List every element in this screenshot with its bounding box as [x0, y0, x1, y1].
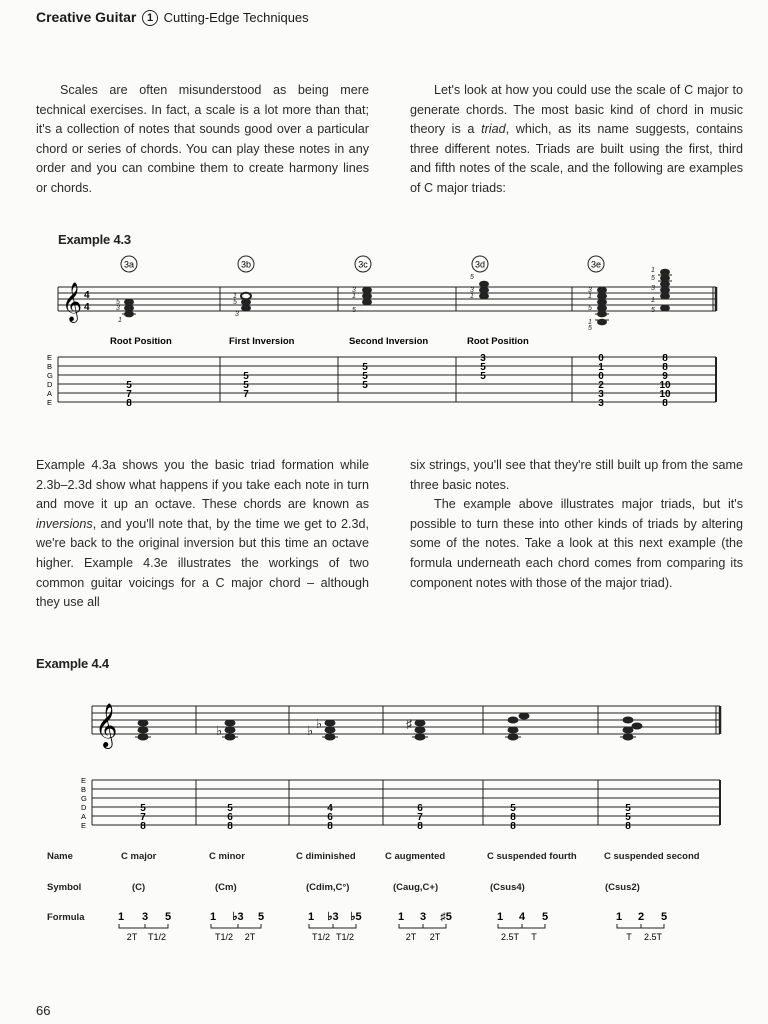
svg-text:2T: 2T [429, 932, 441, 942]
chord-symbol: (Cm) [215, 882, 237, 893]
svg-text:2T: 2T [405, 932, 417, 942]
chord-c-minor [216, 720, 238, 741]
svg-text:1: 1 [352, 293, 356, 300]
svg-text:5: 5 [588, 305, 592, 312]
svg-text:10: 10 [659, 389, 671, 400]
svg-text:5: 5 [625, 812, 631, 823]
tab-staff [58, 357, 716, 402]
example-4-4-label: Example 4.4 [36, 656, 109, 671]
column-right-mid [410, 456, 743, 593]
svg-text:1: 1 [397, 911, 405, 923]
svg-text:8: 8 [327, 821, 333, 832]
svg-text:♭3: ♭3 [232, 911, 244, 923]
row-label-symbol: Symbol [47, 882, 82, 893]
paragraph: six strings, you'll see that they're still built up from the same three basic notes. [410, 458, 743, 492]
svg-text:B: B [81, 785, 87, 794]
chord-3e-2 [651, 267, 672, 314]
position-label: Root Position [110, 336, 172, 347]
svg-text:T1/2: T1/2 [214, 932, 234, 942]
paragraph: Example 4.3a shows you the basic triad formation while 2.3b–2.3d show what happens if you take each note in turn and move it up an octave. These chords are known as inversions, and you'll note that, by the time we get to 2.3d, we're back to the original inversion but this time an octave higher. Example 4.3e illustrates the workings of two common guitar voicings for a C major chord – although they use all [36, 458, 369, 610]
svg-text:1: 1 [588, 293, 592, 300]
svg-text:1: 1 [651, 267, 655, 274]
svg-text:8: 8 [510, 812, 516, 823]
svg-text:5: 5 [362, 371, 368, 382]
svg-text:5: 5 [480, 362, 486, 373]
svg-text:6: 6 [327, 812, 333, 823]
svg-text:2: 2 [598, 380, 604, 391]
marker-3d [472, 256, 488, 272]
chord-c-major [135, 720, 151, 741]
svg-text:5: 5 [470, 274, 474, 281]
marker-3c [355, 256, 371, 272]
svg-text:6: 6 [227, 812, 233, 823]
svg-text:8: 8 [662, 398, 668, 409]
svg-text:7: 7 [243, 389, 249, 400]
svg-text:5: 5 [510, 803, 516, 814]
svg-text:5: 5 [651, 275, 655, 282]
example-4-3-label: Example 4.3 [58, 232, 131, 247]
treble-clef-icon: 𝄞 [62, 283, 83, 321]
chord-name: C major [121, 851, 157, 862]
chord-name: C suspended second [604, 851, 700, 862]
row-label-formula: Formula [47, 912, 85, 923]
svg-text:E: E [81, 821, 87, 830]
svg-text:1: 1 [118, 317, 122, 324]
svg-text:2T: 2T [126, 932, 138, 942]
svg-text:E: E [47, 398, 53, 407]
svg-text:D: D [81, 803, 87, 812]
paragraph: The example above illustrates major triads, but it's possible to turn these into other kinds of triads by altering some of the notes. Take a look at this next example (the formula underneath each chord comes from comparing its component notes with those of the major triad). [410, 497, 743, 590]
marker-3b [238, 256, 254, 272]
page-number: 66 [36, 1003, 51, 1018]
volume-badge: 1 [142, 10, 158, 26]
chord-name: C diminished [296, 851, 356, 862]
svg-text:4: 4 [84, 302, 90, 313]
svg-text:3: 3 [352, 287, 356, 294]
svg-text:1: 1 [496, 911, 504, 923]
svg-text:E: E [81, 776, 87, 785]
svg-text:9: 9 [662, 371, 668, 382]
svg-text:5: 5 [588, 325, 592, 332]
svg-text:8: 8 [227, 821, 233, 832]
svg-text:5: 5 [233, 299, 237, 306]
svg-text:5: 5 [243, 371, 249, 382]
tab-string-names [81, 776, 87, 830]
svg-text:3: 3 [651, 285, 655, 292]
tab-string-names [47, 353, 53, 407]
svg-text:3e: 3e [590, 259, 602, 270]
position-label: First Inversion [229, 336, 295, 347]
svg-text:5: 5 [651, 307, 655, 314]
treble-clef-icon: 𝄞 [95, 705, 118, 747]
chord-symbol: (Cdim,C°) [306, 882, 350, 893]
chord-symbol: (C) [132, 882, 146, 893]
chord-name: C augmented [385, 851, 446, 862]
svg-text:2.5T: 2.5T [643, 932, 663, 942]
formula-row [0, 906, 768, 956]
chord-name: C minor [209, 851, 245, 862]
svg-text:7: 7 [126, 389, 132, 400]
svg-text:0: 0 [598, 353, 604, 364]
chord-symbol: (Csus4) [490, 882, 525, 893]
svg-text:3: 3 [141, 911, 149, 923]
flat-icon: ♭ [316, 716, 323, 731]
column-left-top [36, 81, 369, 199]
svg-text:T: T [626, 932, 632, 942]
svg-text:3b: 3b [240, 259, 252, 270]
chord-markers [121, 256, 604, 272]
svg-text:4: 4 [327, 803, 333, 814]
svg-text:1: 1 [470, 293, 474, 300]
svg-text:♯5: ♯5 [440, 911, 452, 923]
svg-text:5: 5 [140, 803, 146, 814]
svg-text:7: 7 [417, 812, 423, 823]
svg-text:7: 7 [140, 812, 146, 823]
svg-text:1: 1 [307, 911, 315, 923]
svg-text:5: 5 [625, 803, 631, 814]
svg-text:2.5T: 2.5T [500, 932, 520, 942]
column-left-mid [36, 456, 369, 613]
svg-text:5: 5 [116, 299, 120, 306]
sharp-icon: ♯ [406, 717, 412, 731]
marker-3a [121, 256, 137, 272]
svg-text:0: 0 [598, 371, 604, 382]
example-4-3-notation [0, 250, 768, 420]
interval-brackets [119, 924, 664, 928]
svg-text:1: 1 [615, 911, 623, 923]
chord-name: C suspended fourth [487, 851, 577, 862]
svg-text:2T: 2T [244, 932, 256, 942]
svg-text:5: 5 [352, 307, 356, 314]
svg-text:1: 1 [233, 293, 237, 300]
svg-text:1: 1 [117, 911, 125, 923]
formula-intervals [127, 932, 663, 942]
book-title: Creative Guitar [36, 9, 137, 25]
svg-text:A: A [81, 812, 87, 821]
svg-text:3: 3 [598, 398, 604, 409]
svg-text:2: 2 [637, 911, 645, 923]
svg-text:10: 10 [659, 380, 671, 391]
svg-text:4: 4 [518, 911, 526, 923]
time-signature: 4 [84, 290, 90, 301]
svg-text:8: 8 [662, 353, 668, 364]
tab-numbers [126, 353, 671, 409]
svg-text:1: 1 [209, 911, 217, 923]
svg-text:E: E [47, 353, 53, 362]
svg-text:1: 1 [598, 362, 604, 373]
svg-text:T1/2: T1/2 [311, 932, 331, 942]
svg-text:6: 6 [417, 803, 423, 814]
svg-text:1: 1 [588, 319, 592, 326]
svg-text:5: 5 [362, 380, 368, 391]
svg-text:3: 3 [470, 287, 474, 294]
chord-c-augmented [406, 717, 428, 741]
svg-text:D: D [47, 380, 53, 389]
example-4-4-notation [0, 690, 768, 840]
svg-text:5: 5 [126, 380, 132, 391]
svg-text:3d: 3d [474, 259, 486, 270]
position-label: Root Position [467, 336, 529, 347]
svg-text:♭5: ♭5 [350, 911, 362, 923]
svg-text:8: 8 [510, 821, 516, 832]
paragraph: Let's look at how you could use the scale of C major to generate chords. The most basic kind of chord in music theory is a triad, which, as its name suggests, contains three different notes. Triads are built using the first, third and fifth notes of the scale, and the following are examples of C major triads: [410, 83, 743, 195]
flat-icon: ♭ [307, 723, 314, 738]
svg-text:3: 3 [235, 311, 239, 318]
svg-text:B: B [47, 362, 53, 371]
svg-text:5: 5 [480, 371, 486, 382]
formula-notes [118, 911, 667, 923]
svg-text:1: 1 [651, 297, 655, 304]
column-right-top [410, 81, 743, 199]
svg-text:5: 5 [541, 911, 549, 923]
svg-text:A: A [47, 389, 53, 398]
marker-3e [588, 256, 604, 272]
chord-symbol: (Caug,C+) [393, 882, 439, 893]
position-label: Second Inversion [349, 336, 429, 347]
svg-text:3: 3 [588, 287, 592, 294]
chord-symbol: (Csus2) [605, 882, 640, 893]
row-label-name: Name [47, 851, 73, 862]
svg-text:♭3: ♭3 [327, 911, 339, 923]
running-header [36, 9, 309, 26]
svg-text:8: 8 [625, 821, 631, 832]
svg-text:5: 5 [362, 362, 368, 373]
svg-text:T: T [531, 932, 537, 942]
svg-text:T1/2: T1/2 [335, 932, 355, 942]
svg-text:5: 5 [227, 803, 233, 814]
svg-text:3: 3 [598, 389, 604, 400]
svg-text:3: 3 [419, 911, 427, 923]
svg-text:8: 8 [417, 821, 423, 832]
book-subtitle: Cutting-Edge Techniques [163, 10, 309, 25]
music-staff [58, 287, 716, 311]
svg-text:3c: 3c [358, 259, 368, 270]
svg-text:3: 3 [480, 353, 486, 364]
svg-text:G: G [47, 371, 53, 380]
svg-text:3: 3 [116, 305, 120, 312]
svg-text:5: 5 [257, 911, 265, 923]
svg-text:5: 5 [243, 380, 249, 391]
svg-text:5: 5 [164, 911, 172, 923]
paragraph: Scales are often misunderstood as being mere technical exercises. In fact, a scale is a lot more than that; it's a collection of notes that sounds good over a particular chord or series of chords. You can play these notes in any order and you can combine them to create harmony lines or chords. [36, 83, 369, 195]
svg-text:T1/2: T1/2 [147, 932, 167, 942]
chord-3c [352, 287, 372, 314]
svg-text:8: 8 [140, 821, 146, 832]
svg-text:3a: 3a [123, 259, 135, 270]
svg-text:8: 8 [126, 398, 132, 409]
svg-text:5: 5 [660, 911, 668, 923]
flat-icon: ♭ [216, 723, 223, 738]
svg-text:8: 8 [662, 362, 668, 373]
svg-text:G: G [81, 794, 87, 803]
